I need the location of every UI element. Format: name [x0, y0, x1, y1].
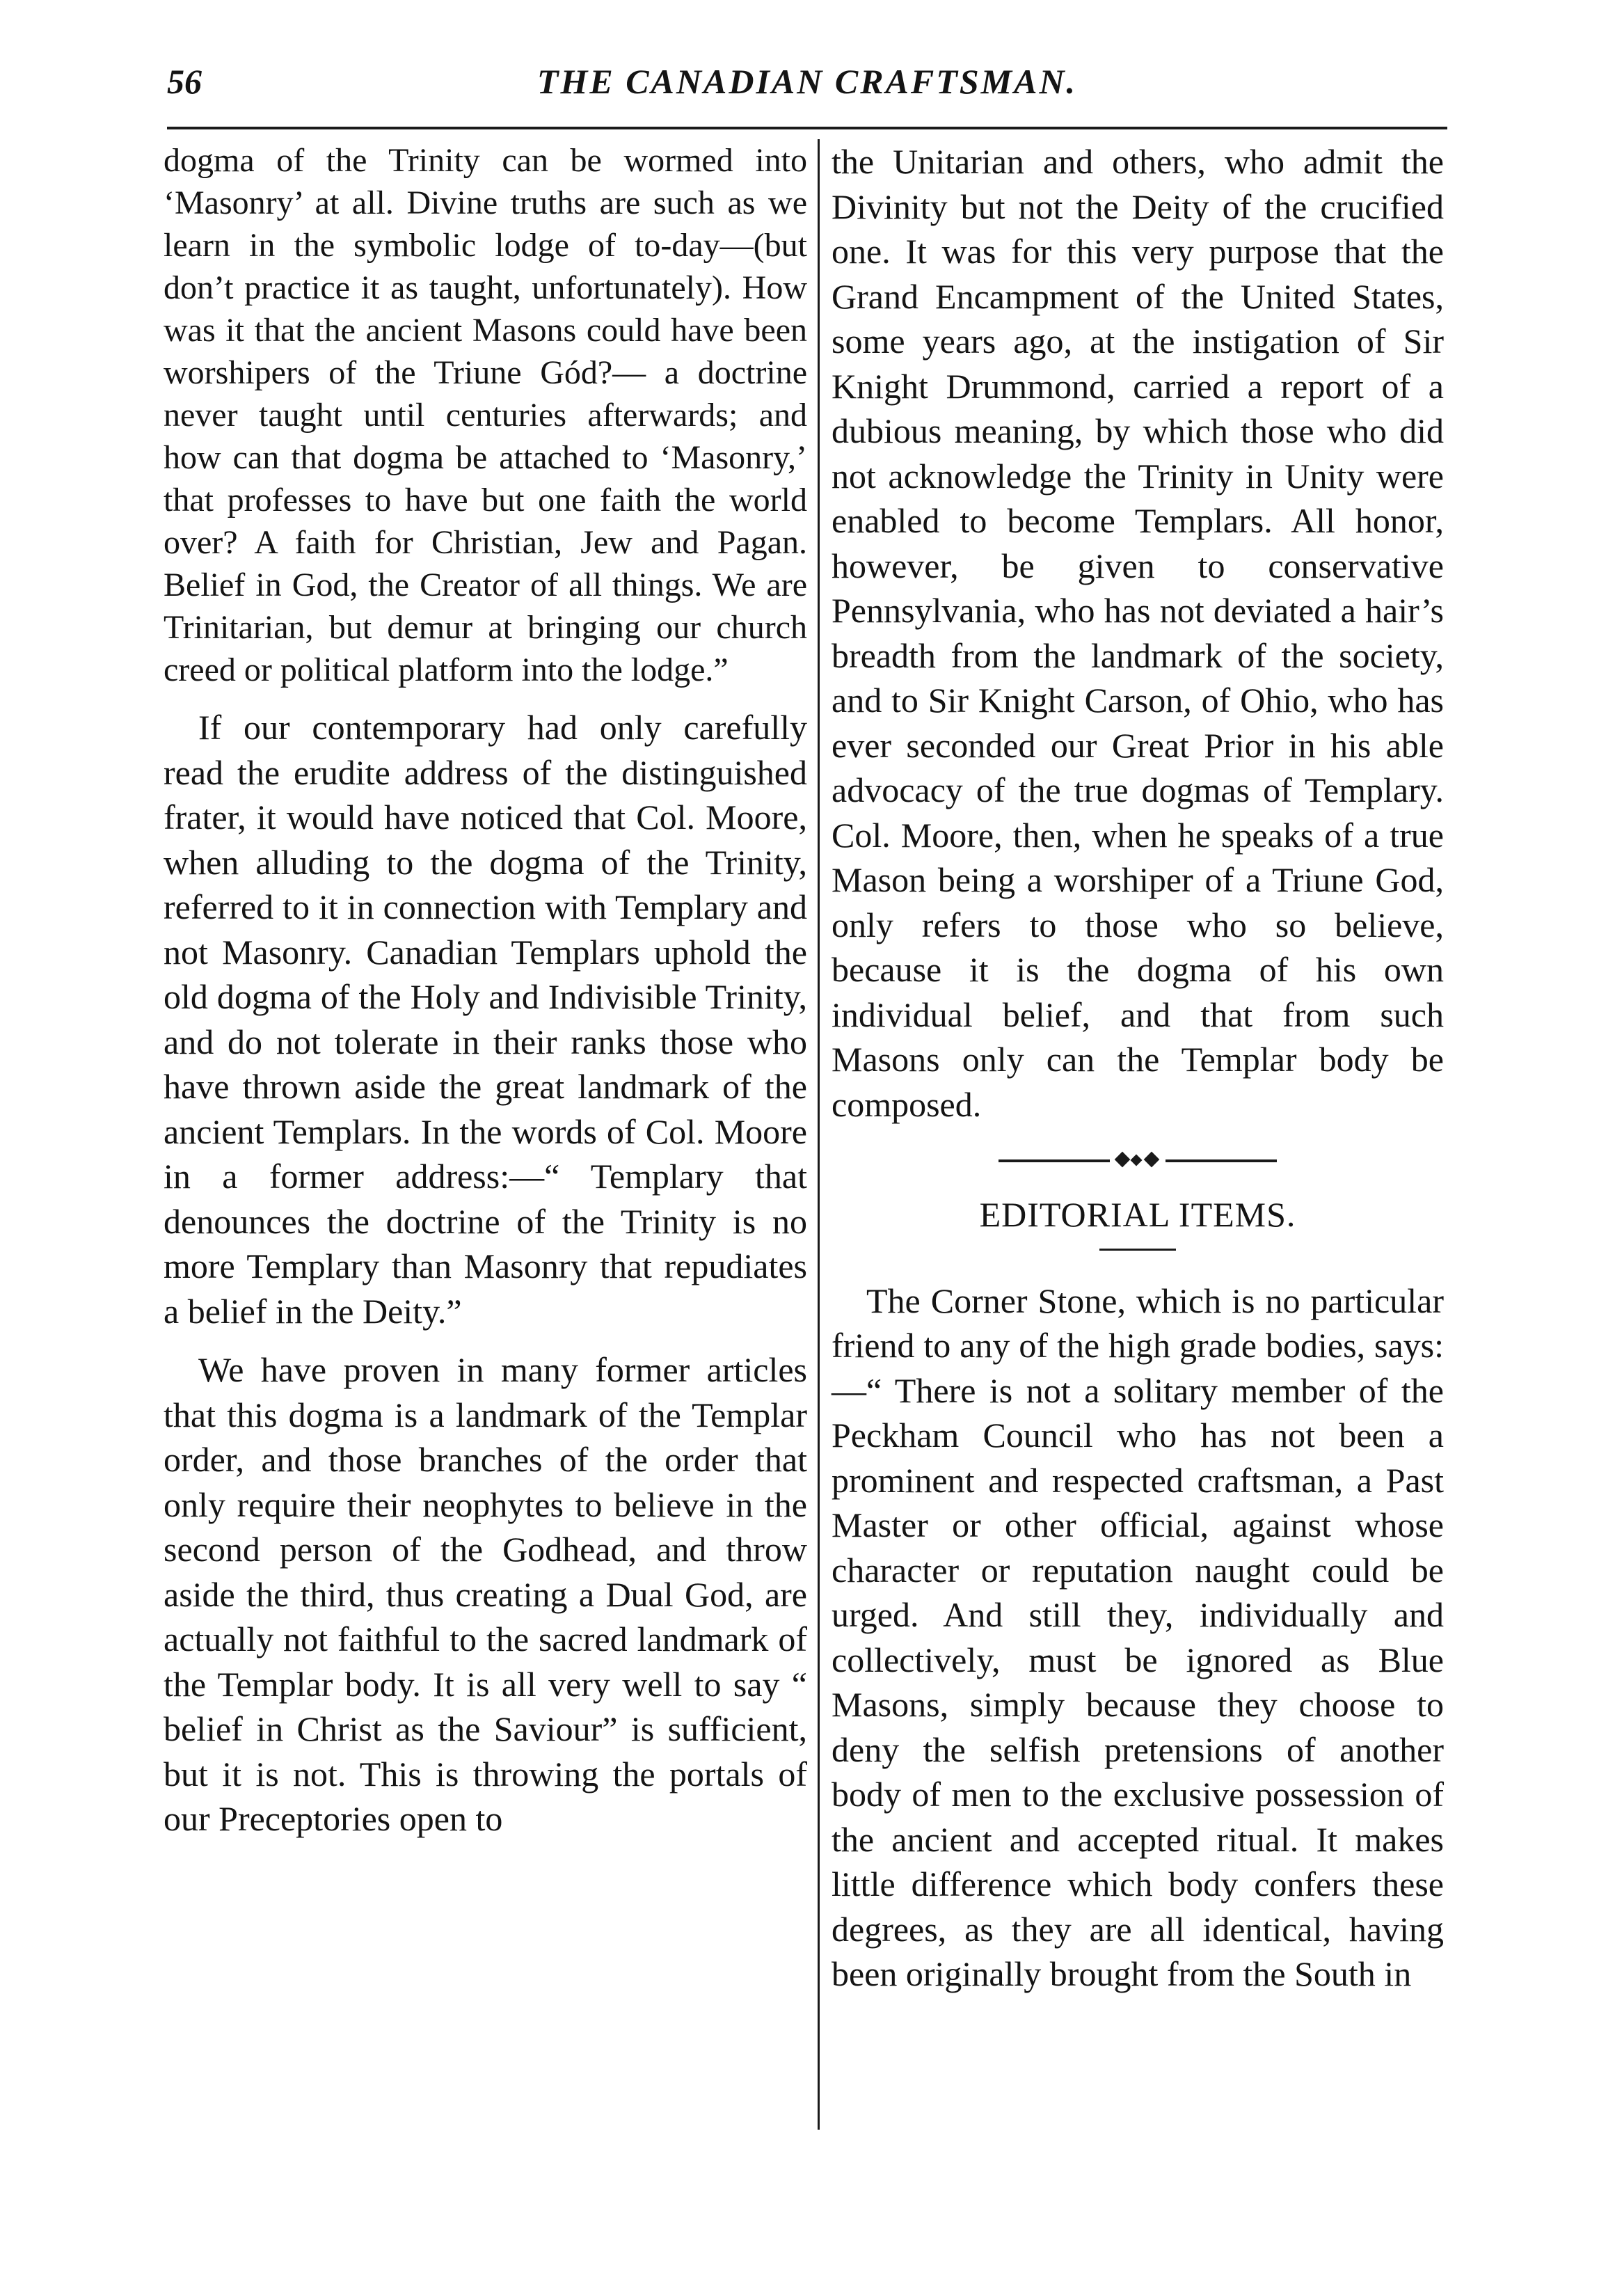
left-column	[164, 139, 807, 1855]
left-paragraph-3: We have proven in many former articles that this dogma is a landmark of the Templar order, and those branches of the order that only require their neophytes to believe in the second person of the Godhead, and throw aside the third, thus creating a Dual God, are actually not faithful to the sacred landmark of the Templar body. It is all very well to say “ belief in Christ as the Saviour” is sufficient, but it is not. This is throwing the portals of our Preceptories open to	[164, 1350, 807, 1838]
ornament-diamond	[1131, 1155, 1143, 1166]
column-divider	[818, 139, 820, 2130]
left-paragraph-2: If our contemporary had only carefully read the erudite address of the distinguished frater, it would have noticed that Col. Moore, when alluding to the dogma of the Trinity, referred to it in connection with Templary and not Masonry. Canadian Templars uphold the old dogma of the Holy and Indivisible Trinity, and do not tolerate in their ranks those who have thrown aside the great landmark of the ancient Templars. In the words of Col. Moore in a former address:—“ Templary that denounces the doctrine of the Trinity is no more Templary than Masonry that repudiates a belief in the Deity.”	[164, 708, 807, 1331]
right-paragraph-1: the Unitarian and others, who admit the Divinity but not the Deity of the crucified one. It was for this very purpose that the Grand Encampment of the United States, some years ago, at the instigation of Sir Knight Drummond, carried a report of a dubious meaning, by which those who did not acknowledge the Trinity in Unity were enabled to become Templars. All honor, however, be given to conservative Pennsylvania, who has not deviated a hair’s breadth from the landmark of the society, and to Sir Knight Carson, of Ohio, who has ever seconded our Great Prior in his able advocacy of the true dogmas of Templary. Col. Moore, then, when he speaks of a true Mason being a worshiper of a Triune God, only refers to those who so believe, because it is the dogma of his own individual belief, and that from such Masons only can the Templar body be composed.	[832, 142, 1444, 1124]
left-paragraph-1: dogma of the Trinity can be wormed into ‘Masonry’ at all. Divine truths are such as we learn in the symbolic lodge of to-day—(but don’t practice it as taught, unfortunately). How was it that the ancient Masons could have been worshipers of the Triune Gód?— a doctrine never taught until centuries afterwards; and how can that dogma be attached to ‘Masonry,’ that professes to have but one faith the world over? A faith for Christian, Jew and Pagan. Belief in God, the Creator of all things. We are Trinitarian, but demur at bringing our church creed or political platform into the lodge.”	[164, 142, 807, 688]
running-title: THE CANADIAN CRAFTSMAN.	[536, 62, 1078, 101]
page-number: 56	[167, 62, 202, 101]
right-column	[832, 139, 1444, 2011]
ornament-rule-right	[1166, 1159, 1277, 1162]
ornament-diamond	[1115, 1152, 1131, 1168]
heading-underline	[1099, 1249, 1176, 1251]
section-heading: EDITORIAL ITEMS.	[979, 1195, 1296, 1234]
section-ornament	[999, 1150, 1277, 1171]
ornament-diamond	[1144, 1152, 1160, 1168]
editorial-paragraph-1: The Corner Stone, which is no particular friend to any of the high grade bodies, says:—“ There is not a solitary member of the Peckham Council who has not been a prominent and respected craftsman, a Past Master or other official, against whose character or reputation naught could be urged. And still they, individually and collectively, must be ignored as Blue Masons, simply because they choose to deny the selfish pretensions of another body of men to the exclusive possession of the ancient and accepted ritual. It makes little difference which body confers these degrees, as they are all identical, having been originally brought from the South in	[832, 1281, 1444, 1993]
header-rule	[167, 127, 1447, 129]
page-header	[167, 61, 1447, 117]
ornament-rule-left	[999, 1159, 1110, 1162]
